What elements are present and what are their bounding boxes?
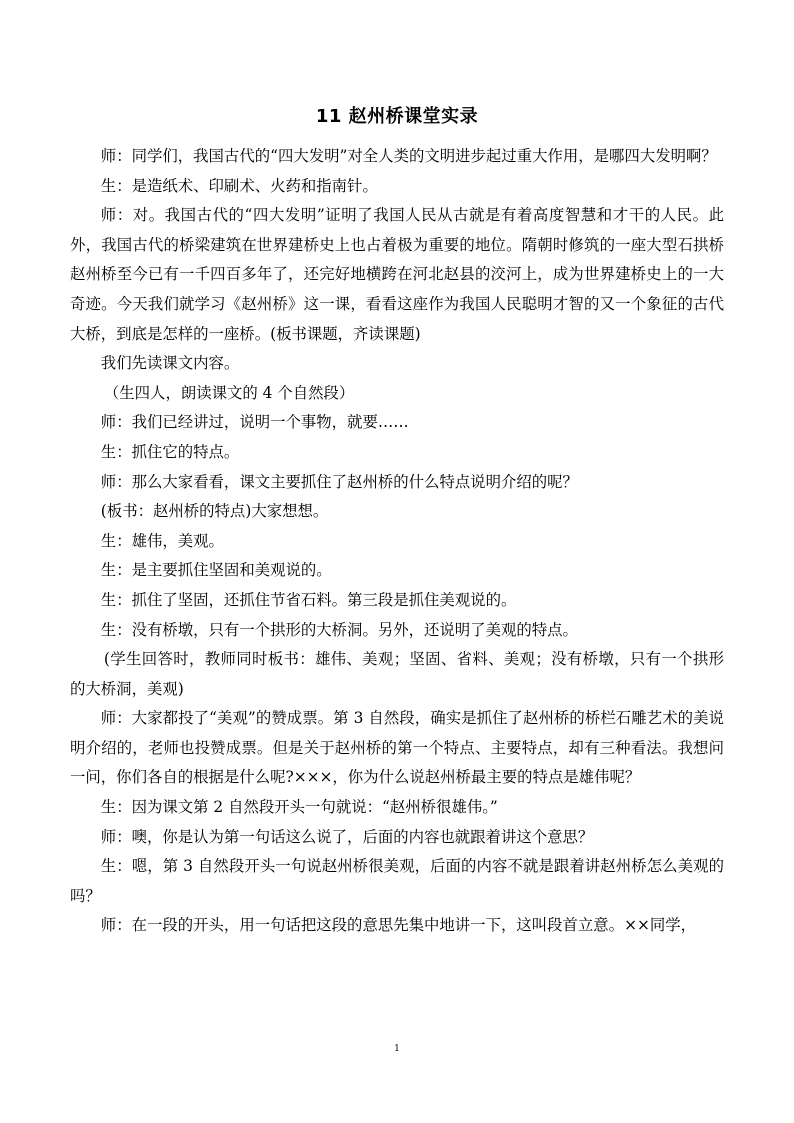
paragraph-7: 生：抓住它的特点。 — [100, 442, 240, 461]
paragraph-11: 生：是主要抓住坚固和美观说的。 — [100, 561, 332, 580]
paragraph-14: (学生回答时，教师同时板书：雄伟、美观；坚固、省料、美观；没有桥墩，只有一个拱形的大桥洞，美观) — [70, 650, 724, 698]
paragraph-9: (板书：赵州桥的特点)大家想想。 — [100, 502, 329, 521]
paragraph-3: 师：对。我国古代的“四大发明”证明了我国人民从古就是有着高度智慧和才干的人民。此外，我国古代的桥梁建筑在世界建桥史上也占着极为重要的地位。隋朝时修筑的一座大型石拱桥赵州桥至今已有一千四百多年了，还完好地横跨在河北赵县的洨河上，成为世界建桥史上的一大奇迹。今天我们就学习《赵州桥》这一课，看看这座作为我国人民聪明才智的又一个象征的古代大桥，到底是怎样的一座桥。(板书课题，齐读课题) — [70, 206, 724, 343]
paragraph-8: 师：那么大家看看，课文主要抓住了赵州桥的什么特点说明介绍的呢？ — [100, 472, 578, 491]
paragraph-12: 生：抓住了坚固，还抓住节省石料。第三段是抓住美观说的。 — [100, 590, 517, 609]
paragraph-16: 生：因为课文第 2 自然段开头一句就说：“赵州桥很雄伟。” — [100, 798, 498, 817]
page-title: 11 赵州桥课堂实录 — [315, 106, 479, 127]
paragraph-5: （生四人，朗读课文的 4 个自然段） — [103, 383, 355, 402]
paragraph-10: 生：雄伟，美观。 — [100, 531, 224, 550]
paragraph-19: 师：在一段的开头，用一句话把这段的意思先集中地讲一下，这叫段首立意。××同学， — [100, 916, 697, 935]
paragraph-13: 生：没有桥墩，只有一个拱形的大桥洞。另外，还说明了美观的特点。 — [100, 620, 578, 639]
paragraph-15: 师：大家都投了“美观”的赞成票。第 3 自然段，确实是抓住了赵州桥的桥栏石雕艺术的美说明介绍的，老师也投赞成票。但是关于赵州桥的第一个特点、主要特点，却有三种看法。我想问一问，你们各自的根据是什么呢?×××，你为什么说赵州桥最主要的特点是雄伟呢？ — [70, 709, 724, 787]
paragraph-2: 生：是造纸术、印刷术、火药和指南针。 — [100, 176, 378, 195]
document-body — [70, 142, 724, 941]
paragraph-4: 我们先读课文内容。 — [100, 354, 240, 373]
paragraph-17: 师：噢，你是认为第一句话这么说了，后面的内容也就跟着讲这个意思？ — [100, 827, 594, 846]
page-number: 1 — [394, 1044, 400, 1054]
paragraph-6: 师：我们已经讲过，说明一个事物，就要…… — [100, 413, 409, 432]
paragraph-18: 生：嗯，第 3 自然段开头一句说赵州桥很美观，后面的内容不就是跟着讲赵州桥怎么美观的吗？ — [70, 857, 724, 905]
paragraph-1: 师：同学们，我国古代的“四大发明”对全人类的文明进步起过重大作用，是哪四大发明啊？ — [100, 147, 717, 165]
